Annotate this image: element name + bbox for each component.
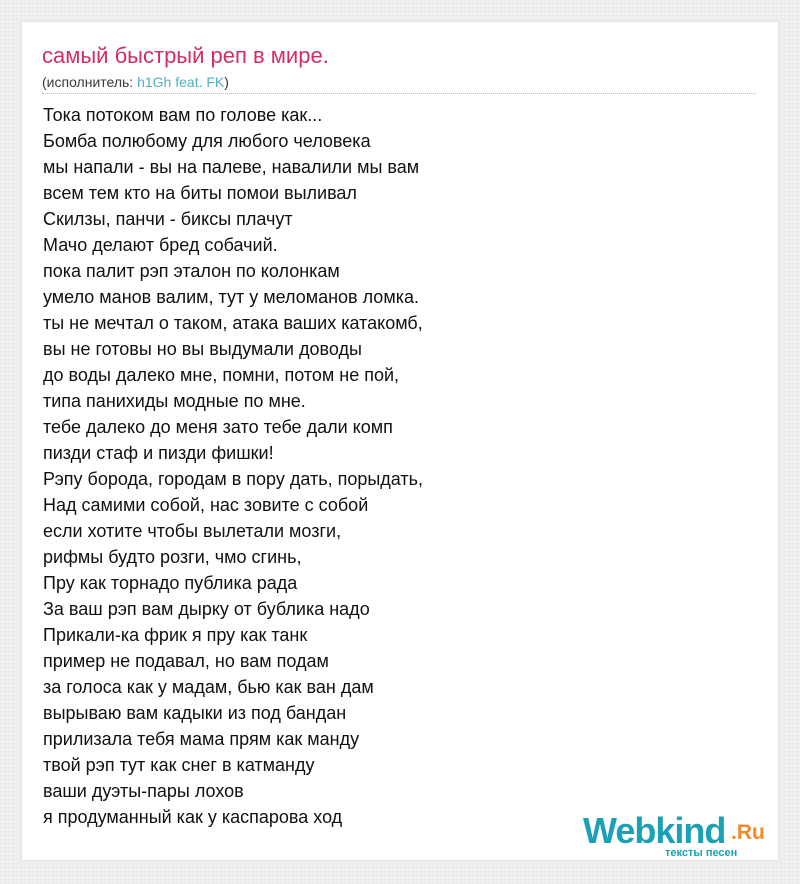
- lyric-line: если хотите чтобы вылетали мозги,: [43, 521, 342, 541]
- lyric-line: Над самими собой, нас зовите с собой: [43, 495, 369, 515]
- lyric-line: рифмы будто розги, чмо сгинь,: [43, 547, 302, 567]
- lyric-line: пока палит рэп эталон по колонкам: [43, 261, 340, 281]
- logo-tld: .Ru: [731, 821, 765, 844]
- artist-link[interactable]: h1Gh feat. FK: [137, 74, 225, 90]
- lyric-line: Тока потоком вам по голове как...: [43, 105, 323, 125]
- lyric-line: Скилзы, панчи - биксы плачут: [43, 209, 293, 229]
- artist-suffix: ): [224, 74, 229, 90]
- lyric-line: Пру как торнадо публика рада: [43, 573, 298, 593]
- title-divider: [42, 93, 756, 94]
- logo-word: Webkind: [583, 810, 726, 851]
- lyric-line: За ваш рэп вам дырку от бублика надо: [43, 599, 370, 619]
- lyric-line: Рэпу борода, городам в пору дать, порыдать,: [43, 469, 424, 489]
- webkind-logo[interactable]: [583, 811, 775, 859]
- lyric-line: умело манов валим, тут у меломанов ломка.: [43, 287, 419, 307]
- artist-prefix: (исполнитель:: [42, 74, 138, 90]
- lyric-line: до воды далеко мне, помни, потом не пой,: [43, 365, 400, 385]
- lyric-line: за голоса как у мадам, бью как ван дам: [43, 677, 374, 697]
- lyric-line: вырываю вам кадыки из под бандан: [43, 703, 347, 723]
- lyric-line: вы не готовы но вы выдумали доводы: [43, 339, 362, 359]
- lyric-line: пизди стаф и пизди фишки!: [43, 443, 274, 463]
- lyric-line: прилизала тебя мама прям как манду: [43, 729, 360, 749]
- lyrics-card: [22, 22, 778, 860]
- lyric-line: Прикали-ка фрик я пру как танк: [43, 625, 308, 645]
- lyric-line: я продуманный как у каспарова ход: [43, 807, 343, 827]
- logo-tagline: тексты песен: [665, 847, 738, 859]
- lyric-line: ты не мечтал о таком, атака ваших катакомб,: [43, 313, 423, 333]
- lyric-line: Мачо делают бред собачий.: [43, 235, 278, 255]
- song-title: самый быстрый реп в мире.: [42, 43, 329, 68]
- lyric-line: ваши дуэты-пары лохов: [43, 781, 244, 801]
- lyric-line: твой рэп тут как снег в катманду: [43, 755, 315, 775]
- lyric-line: тебе далеко до меня зато тебе дали комп: [43, 417, 393, 437]
- lyric-line: Бомба полюбому для любого человека: [43, 131, 371, 151]
- lyric-line: всем тем кто на биты помои выливал: [43, 183, 357, 203]
- lyric-line: типа панихиды модные по мне.: [43, 391, 306, 411]
- artist-line: [42, 73, 229, 91]
- lyric-line: мы напали - вы на палеве, навалили мы вам: [43, 157, 420, 177]
- lyric-line: пример не подавал, но вам подам: [43, 651, 329, 671]
- lyrics-text: [43, 102, 423, 830]
